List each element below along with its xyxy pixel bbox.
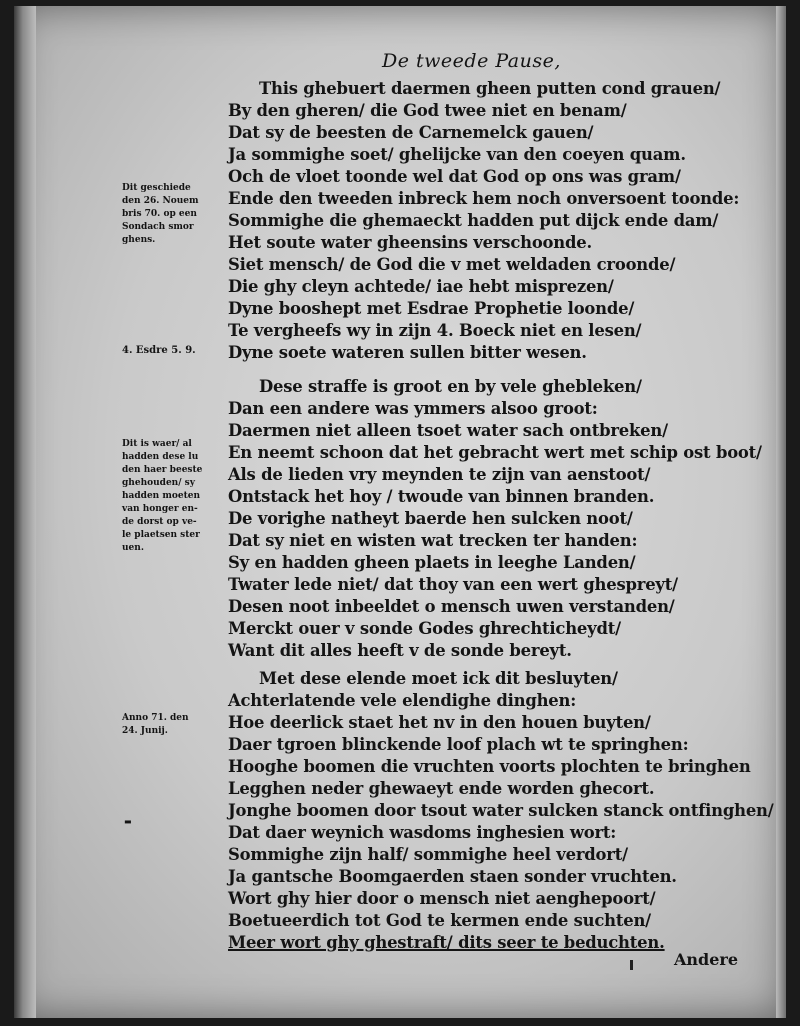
verse-line: Siet mensch/ de God die v met weldaden croonde/: [228, 255, 676, 274]
verse-line: Dat daer weynich wasdoms inghesien wort:: [228, 823, 617, 842]
side-note-line: hadden moeten: [122, 491, 201, 501]
side-note-line: van honger en-: [122, 504, 198, 514]
verse-line: This ghebuert daermen gheen putten cond grauen/: [259, 79, 721, 98]
verse-line: Wort ghy hier door o mensch niet aenghepoort/: [228, 889, 656, 908]
verse-line: Desen noot inbeeldet o mensch uwen verstanden/: [228, 597, 675, 616]
verse-line: Ende den tweeden inbreck hem noch onversoent toonde:: [228, 189, 740, 208]
verse-line: Dan een andere was ymmers alsoo groot:: [228, 399, 598, 418]
verse-line: Daer tgroen blinckende loof plach wt te springhen:: [228, 735, 689, 754]
verse-line: En neemt schoon dat het gebracht wert met schip ost boot/: [228, 443, 762, 462]
verse-line: De vorighe natheyt baerde hen sulcken noot/: [228, 509, 633, 528]
side-note-line: ghens.: [122, 235, 156, 245]
verse-line: Jonghe boomen door tsout water sulcken stanck ontfinghen/: [228, 801, 774, 820]
verse-line: Achterlatende vele elendighe dinghen:: [228, 691, 577, 710]
side-note-line: 4. Esdre 5. 9.: [122, 345, 196, 356]
verse-line: Te vergheefs wy in zijn 4. Boeck niet en lesen/: [228, 321, 642, 340]
verse-line: Hooghe boomen die vruchten voorts plochten te bringhen: [228, 757, 751, 776]
side-note-flood-date: [122, 182, 230, 247]
verse-line: Merckt ouer v sonde Godes ghrechticheydt/: [228, 619, 621, 638]
verse-line: Sommighe die ghemaeckt hadden put dijck ende dam/: [228, 211, 719, 230]
verse-line: Daermen niet alleen tsoet water sach ontbreken/: [228, 421, 668, 440]
verse-line: Hoe deerlick staet het nv in den houen buyten/: [228, 713, 651, 732]
side-note-line: Dit is waer/ al: [122, 439, 192, 449]
verse-line: Als de lieden vry meynden te zijn van aenstoot/: [228, 465, 651, 484]
side-note-line: 24. Junij.: [122, 726, 168, 736]
side-note-line: hadden dese lu: [122, 452, 199, 462]
side-note-line: uen.: [122, 543, 144, 553]
verse-line: Dat sy niet en wisten wat trecken ter handen:: [228, 531, 638, 550]
verse-line: Och de vloet toonde wel dat God op ons was gram/: [228, 167, 681, 186]
side-note-line: de dorst op ve-: [122, 517, 197, 527]
verse-line: Legghen neder ghewaeyt ende worden ghecort.: [228, 779, 655, 798]
verse-line: Dyne soete wateren sullen bitter wesen.: [228, 343, 587, 362]
verse-line: Sommighe zijn half/ sommighe heel verdort/: [228, 845, 628, 864]
running-head: De tweede Pause,: [382, 50, 561, 72]
verse-line: Met dese elende moet ick dit besluyten/: [259, 669, 618, 688]
side-note-date: [122, 712, 230, 738]
side-note-line: Anno 71. den: [122, 713, 189, 723]
side-note-line: den 26. Nouem: [122, 196, 199, 206]
verse-line: Dyne booshept met Esdrae Prophetie loonde/: [228, 299, 635, 318]
book-page: [14, 6, 786, 1018]
side-note-line: Sondach smor: [122, 222, 194, 232]
verse-line: Ja gantsche Boomgaerden staen sonder vruchten.: [228, 867, 677, 886]
side-note-line: Dit geschiede: [122, 183, 191, 193]
verse-line: Dese straffe is groot en by vele ghebleken/: [259, 377, 642, 396]
side-note-line: le plaetsen ster: [122, 530, 200, 540]
margin-mark: ▬: [124, 816, 132, 826]
page-mark: [630, 960, 633, 970]
verse-line: Want dit alles heeft v de sonde bereyt.: [228, 641, 572, 660]
page-gutter: [14, 6, 36, 1018]
verse-line: Ontstack het hoy / twoude van binnen branden.: [228, 487, 655, 506]
verse-line: Ja sommighe soet/ ghelijcke van den coeyen quam.: [228, 145, 686, 164]
page-edge-right: [776, 6, 786, 1018]
verse-line: Twater lede niet/ dat thoy van een wert ghespreyt/: [228, 575, 678, 594]
verse-line: Meer wort ghy ghestraft/ dits seer te beduchten.: [228, 933, 665, 952]
verse-line: Het soute water gheensins verschoonde.: [228, 233, 592, 252]
verse-line: Dat sy de beesten de Carnemelck gauen/: [228, 123, 594, 142]
side-note-line: den haer beeste: [122, 465, 203, 475]
side-note-line: bris 70. op een: [122, 209, 197, 219]
side-note-cattle: [122, 438, 230, 555]
verse-line: Die ghy cleyn achtede/ iae hebt misprezen/: [228, 277, 614, 296]
side-note-reference: [122, 344, 230, 357]
catchword: Andere: [674, 950, 739, 969]
verse-line: Sy en hadden gheen plaets in leeghe Landen/: [228, 553, 636, 572]
verse-line: By den gheren/ die God twee niet en benam/: [228, 101, 627, 120]
verse-line: Boetueerdich tot God te kermen ende suchten/: [228, 911, 651, 930]
side-note-line: ghehouden/ sy: [122, 478, 195, 488]
